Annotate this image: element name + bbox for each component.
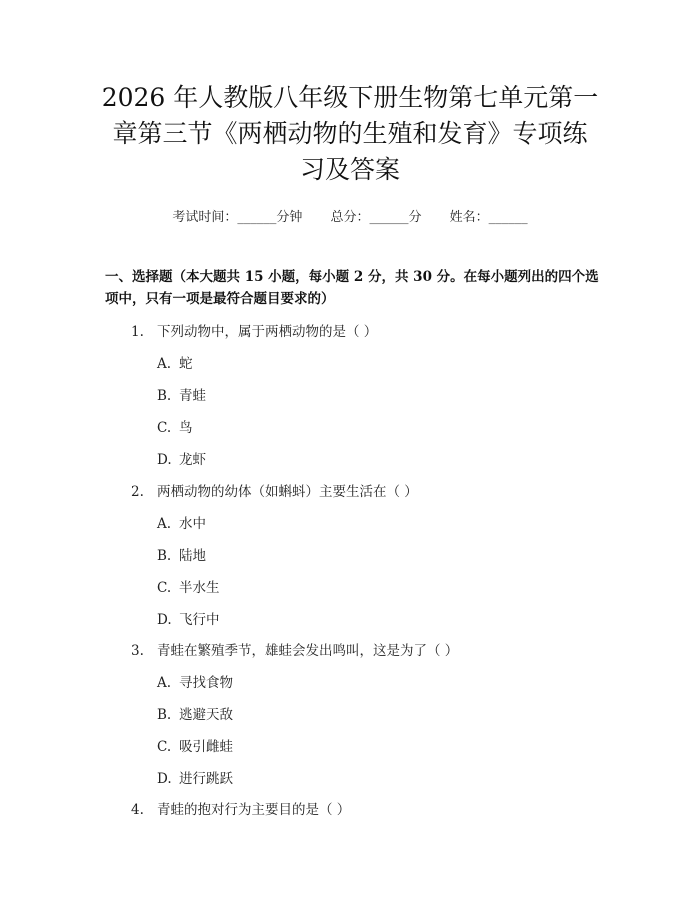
question-3: [131, 639, 458, 659]
question-2-option-b[interactable]: [157, 544, 206, 564]
option-text: 进行跳跃: [179, 771, 233, 787]
question-text: 下列动物中，属于两栖动物的是（ ）: [157, 324, 378, 340]
question-1: [131, 320, 377, 340]
option-letter: C.: [157, 580, 172, 596]
option-letter: A.: [157, 675, 172, 691]
question-text: 青蛙的抱对行为主要目的是（ ）: [157, 802, 351, 818]
exam-meta: [0, 206, 700, 225]
section-heading-line-2: 项中，只有一项是最符合题目要求的）: [105, 291, 335, 307]
title-line-3: 习及答案: [299, 155, 400, 184]
document-title: [90, 80, 610, 188]
option-letter: C.: [157, 420, 172, 436]
option-letter: B.: [157, 388, 172, 404]
option-letter: D.: [157, 612, 172, 628]
question-2-option-a[interactable]: [157, 512, 206, 532]
option-letter: B.: [157, 548, 172, 564]
option-letter: A.: [157, 516, 172, 532]
question-1-option-a[interactable]: [157, 352, 193, 372]
question-1-option-d[interactable]: [157, 448, 206, 468]
option-text: 鸟: [179, 420, 193, 436]
option-text: 龙虾: [179, 452, 206, 468]
exam-time: 考试时间：______分钟: [172, 210, 303, 225]
question-1-option-b[interactable]: [157, 384, 206, 404]
section-heading: [105, 266, 605, 310]
option-letter: D.: [157, 452, 172, 468]
option-text: 蛇: [179, 356, 193, 372]
question-2-option-d[interactable]: [157, 608, 220, 628]
question-text: 两栖动物的幼体（如蝌蚪）主要生活在（ ）: [157, 484, 418, 500]
option-text: 半水生: [179, 580, 220, 596]
question-3-option-b[interactable]: [157, 703, 233, 723]
option-text: 逃避天敌: [179, 707, 233, 723]
question-2-option-c[interactable]: [157, 576, 220, 596]
question-number: 2.: [131, 484, 144, 500]
option-text: 水中: [179, 516, 206, 532]
exam-score: 总分：______分: [330, 210, 422, 225]
question-number: 1.: [131, 324, 144, 340]
option-text: 吸引雌蛙: [179, 739, 233, 755]
option-letter: B.: [157, 707, 172, 723]
question-1-option-c[interactable]: [157, 416, 193, 436]
option-letter: D.: [157, 771, 172, 787]
section-heading-line-1: 一、选择题（本大题共 15 小题，每小题 2 分，共 30 分。在每小题列出的四个选: [105, 269, 599, 285]
question-3-option-d[interactable]: [157, 767, 233, 787]
student-name: 姓名：______: [449, 210, 528, 225]
question-text: 青蛙在繁殖季节，雄蛙会发出鸣叫，这是为了（ ）: [157, 643, 459, 659]
option-text: 飞行中: [179, 612, 220, 628]
option-text: 陆地: [179, 548, 206, 564]
option-text: 寻找食物: [179, 675, 233, 691]
option-letter: A.: [157, 356, 172, 372]
title-line-2: 章第三节《两栖动物的生殖和发育》专项练: [112, 119, 588, 148]
option-letter: C.: [157, 739, 172, 755]
question-number: 3.: [131, 643, 144, 659]
title-line-1: 2026 年人教版八年级下册生物第七单元第一: [101, 83, 599, 112]
question-number: 4.: [131, 802, 144, 818]
question-3-option-c[interactable]: [157, 735, 233, 755]
option-text: 青蛙: [179, 388, 206, 404]
question-3-option-a[interactable]: [157, 671, 233, 691]
question-2: [131, 480, 418, 500]
question-4: [131, 798, 350, 818]
